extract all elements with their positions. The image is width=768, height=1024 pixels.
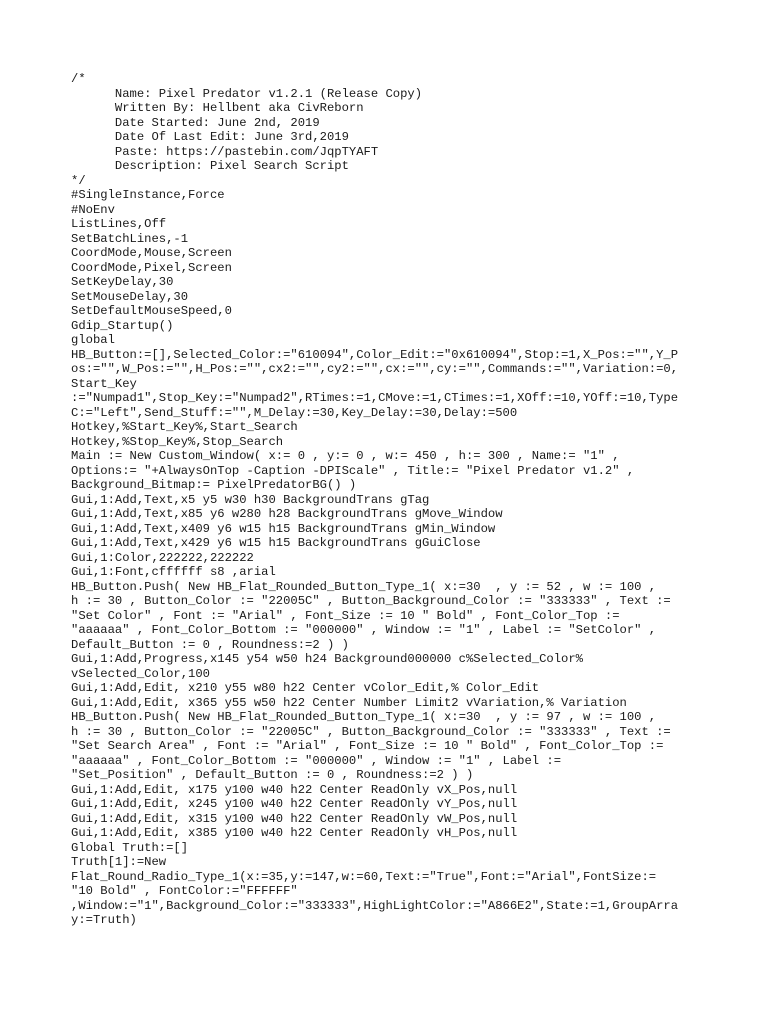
code-line: Gui,1:Add,Edit, x245 y100 w40 h22 Center ReadOnly vY_Pos,null xyxy=(71,797,518,811)
code-line: y:=Truth) xyxy=(71,913,137,927)
code-line: Gui,1:Add,Edit, x385 y100 w40 h22 Center ReadOnly vH_Pos,null xyxy=(71,826,518,840)
code-line: Date Of Last Edit: June 3rd,2019 xyxy=(71,130,349,144)
code-line: #SingleInstance,Force xyxy=(71,188,225,202)
code-line: Gui,1:Color,222222,222222 xyxy=(71,550,254,565)
code-line: Gui,1:Add,Edit, x365 y55 w50 h22 Center Number Limit2 vVariation,% Variation xyxy=(71,695,627,710)
code-line: Date Started: June 2nd, 2019 xyxy=(71,115,320,130)
code-line: */ xyxy=(71,173,86,188)
code-line: "Set Search Area" , Font := "Arial" , Font_Size := 10 " Bold" , Font_Color_Top := xyxy=(71,739,664,753)
code-line: Description: Pixel Search Script xyxy=(71,159,349,173)
code-line: C:="Left",Send_Stuff:="",M_Delay:=30,Key_Delay:=30,Delay:=500 xyxy=(71,405,518,420)
code-line: global xyxy=(71,333,115,347)
code-line: SetKeyDelay,30 xyxy=(71,275,174,289)
code-line: HB_Button.Push( New HB_Flat_Rounded_Button_Type_1( x:=30 , y := 52 , w := 100 , xyxy=(71,579,657,594)
code-line: Background_Bitmap:= PixelPredatorBG() ) xyxy=(71,478,357,492)
code-line: SetMouseDelay,30 xyxy=(71,289,189,304)
code-line: /* xyxy=(71,72,86,86)
code-document xyxy=(71,72,703,928)
code-line: Options:= "+AlwaysOnTop -Caption -DPIScale" , Title:= "Pixel Predator v1.2" , xyxy=(71,463,635,478)
code-line: #NoEnv xyxy=(71,202,115,217)
code-line: Global Truth:=[] xyxy=(71,840,189,855)
code-line: SetDefaultMouseSpeed,0 xyxy=(71,304,232,318)
code-line: Truth[1]:=New xyxy=(71,855,167,869)
code-line: Default_Button := 0 , Roundness:=2 ) ) xyxy=(71,637,349,652)
code-line: SetBatchLines,-1 xyxy=(71,231,189,246)
code-line: ListLines,Off xyxy=(71,217,167,231)
code-line: "Set_Position" , Default_Button := 0 , Roundness:=2 ) ) xyxy=(71,768,474,782)
code-line: HB_Button:=[],Selected_Color:="610094",Color_Edit:="0x610094",Stop:=1,X_Pos:="",Y_P xyxy=(71,347,679,362)
code-line: h := 30 , Button_Color := "22005C" , Button_Background_Color := "333333" , Text := xyxy=(71,724,671,739)
code-line: CoordMode,Mouse,Screen xyxy=(71,246,232,260)
code-line: "aaaaaa" , Font_Color_Bottom := "000000" , Window := "1" , Label := "SetColor" , xyxy=(71,623,657,637)
code-line: Gui,1:Add,Text,x5 y5 w30 h30 BackgroundTrans gTag xyxy=(71,492,430,507)
code-line: "aaaaaa" , Font_Color_Bottom := "000000" , Window := "1" , Label := xyxy=(71,753,562,768)
code-line: Gui,1:Add,Edit, x210 y55 w80 h22 Center vColor_Edit,% Color_Edit xyxy=(71,681,540,695)
code-line: :="Numpad1",Stop_Key:="Numpad2",RTimes:=1,CMove:=1,CTimes:=1,XOff:=10,YOff:=10,Type xyxy=(71,391,679,405)
code-line: Hotkey,%Start_Key%,Start_Search xyxy=(71,420,298,434)
code-line: vSelected_Color,100 xyxy=(71,666,210,681)
code-line: Paste: https://pastebin.com/JqpTYAFT xyxy=(71,144,379,159)
code-line: Gui,1:Add,Text,x85 y6 w280 h28 BackgroundTrans gMove_Window xyxy=(71,507,503,521)
code-line: Name: Pixel Predator v1.2.1 (Release Copy) xyxy=(71,86,423,101)
code-line: "10 Bold" , FontColor:="FFFFFF" xyxy=(71,884,298,898)
code-line: h := 30 , Button_Color := "22005C" , Button_Background_Color := "333333" , Text := xyxy=(71,594,671,608)
code-line: Gui,1:Add,Text,x429 y6 w15 h15 BackgroundTrans gGuiClose xyxy=(71,536,481,550)
code-line: Gui,1:Add,Progress,x145 y54 w50 h24 Background000000 c%Selected_Color% xyxy=(71,652,583,666)
code-line: Flat_Round_Radio_Type_1(x:=35,y:=147,w:=60,Text:="True",Font:="Arial",FontSize:= xyxy=(71,869,657,884)
code-line: "Set Color" , Font := "Arial" , Font_Size := 10 " Bold" , Font_Color_Top := xyxy=(71,608,620,623)
code-line: Gui,1:Font,cffffff s8 ,arial xyxy=(71,565,276,579)
code-line: Written By: Hellbent aka CivReborn xyxy=(71,101,364,115)
code-line: CoordMode,Pixel,Screen xyxy=(71,260,232,275)
code-line: Gui,1:Add,Text,x409 y6 w15 h15 BackgroundTrans gMin_Window xyxy=(71,521,496,536)
code-line: Hotkey,%Stop_Key%,Stop_Search xyxy=(71,434,284,449)
code-line: os:="",W_Pos:="",H_Pos:="",cx2:="",cy2:="",cx:="",cy:="",Commands:="",Variation:=0, xyxy=(71,362,679,376)
code-line: ,Window:="1",Background_Color:="333333",HighLightColor:="A866E2",State:=1,GroupArra xyxy=(71,898,679,913)
code-line: Gdip_Startup() xyxy=(71,318,174,333)
code-line: Start_Key xyxy=(71,376,137,391)
code-line: Main := New Custom_Window( x:= 0 , y:= 0 , w:= 450 , h:= 300 , Name:= "1" , xyxy=(71,449,620,463)
code-line: HB_Button.Push( New HB_Flat_Rounded_Button_Type_1( x:=30 , y := 97 , w := 100 , xyxy=(71,710,657,724)
code-line: Gui,1:Add,Edit, x175 y100 w40 h22 Center ReadOnly vX_Pos,null xyxy=(71,782,518,797)
code-line: Gui,1:Add,Edit, x315 y100 w40 h22 Center ReadOnly vW_Pos,null xyxy=(71,811,518,826)
